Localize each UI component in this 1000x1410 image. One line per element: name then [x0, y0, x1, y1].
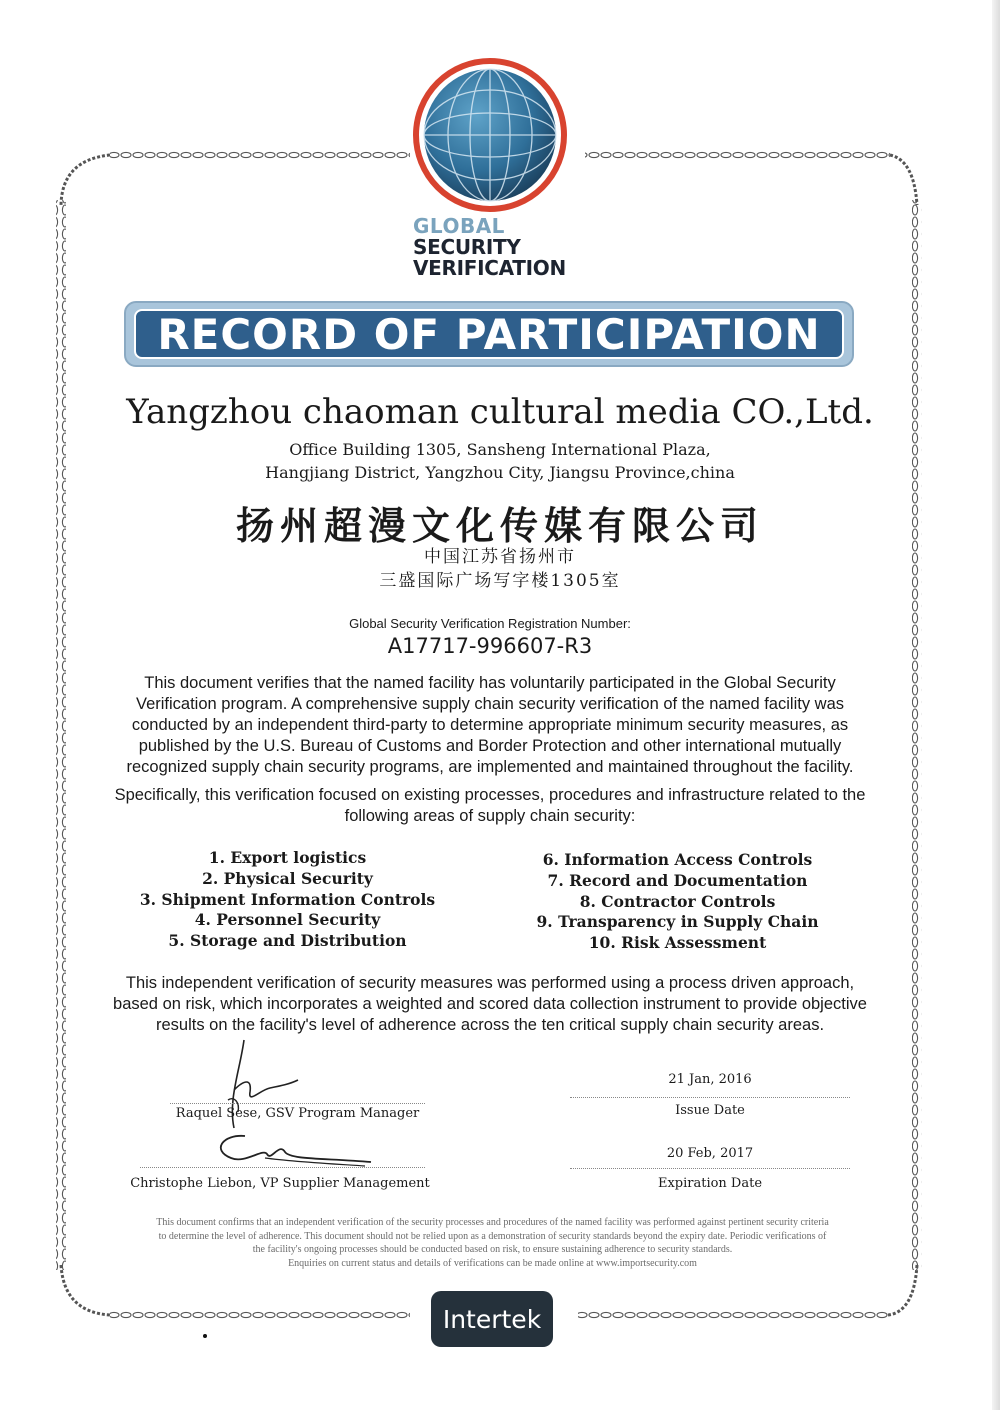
issue-date: 21 Jan, 2016: [668, 1072, 752, 1087]
area-item: 3. Shipment Information Controls: [139, 889, 436, 909]
globe-logo-icon: [413, 58, 567, 212]
signer-2-name: Christophe Liebon, VP Supplier Management: [130, 1176, 430, 1191]
security-areas-left: [130, 848, 445, 952]
footer-line: to determine the level of adherence. This document should not be relied upon as a demonstration of security standards beyond the expiry date. Periodic verifications of: [158, 1230, 827, 1242]
logo-line-global: GLOBAL: [413, 214, 505, 238]
area-item: 1. Export logistics: [208, 848, 367, 867]
registration-number: A17717-996607-R3: [387, 634, 593, 658]
issue-date-label: Issue Date: [675, 1103, 745, 1118]
company-address-line1: Office Building 1305, Sansheng International Plaza,: [289, 440, 711, 459]
intertek-logo: [431, 1291, 553, 1347]
footer-disclaimer: [85, 1216, 900, 1270]
company-address-cn-line1: 中国江苏省扬州市: [424, 547, 576, 567]
expiration-date-label: Expiration Date: [657, 1176, 763, 1191]
paragraph3-line: based on risk, which incorporates a weighted and scored data collection instrument to provide objective: [113, 995, 867, 1013]
footer-line: This document confirms that an independent verification of the security processes and procedures of the named facility was performed against pertinent security criteria: [156, 1217, 829, 1228]
area-item: 8. Contractor Controls: [579, 891, 776, 911]
paragraph1-line: Verification program. A comprehensive supply chain security verification of the named facility was: [135, 695, 844, 713]
document-title: RECORD OF PARTICIPATION: [157, 309, 821, 359]
issue-date-line: [570, 1097, 850, 1098]
expiration-date-line: [570, 1168, 850, 1169]
paragraph-focus: [90, 785, 890, 827]
paragraph-methodology: [90, 973, 890, 1036]
footer-line: the facility's ongoing processes should be conducted based on risk, to ensure sustaining adherence to security standards.: [252, 1244, 733, 1255]
expiration-date: 20 Feb, 2017: [666, 1146, 754, 1161]
signature-1-icon: [200, 1030, 320, 1140]
area-item: 10. Risk Assessment: [588, 933, 767, 953]
paragraph3-line: This independent verification of security measures was performed using a process driven approach,: [125, 974, 855, 992]
signature-line-2: [140, 1167, 425, 1168]
paragraph-verification: [90, 673, 890, 778]
company-name: Yangzhou chaoman cultural media CO.,Ltd.: [126, 392, 874, 432]
paragraph1-line: recognized supply chain security programs, are implemented and maintained throughout the facility.: [126, 758, 854, 776]
area-item: 6. Information Access Controls: [542, 850, 813, 869]
logo-line-security: SECURITY: [413, 235, 521, 259]
paragraph1-line: This document verifies that the named facility has voluntarily participated in the Global Security: [144, 674, 836, 692]
scan-speck: [203, 1334, 207, 1338]
registration-label: Global Security Verification Registration Number:: [349, 616, 631, 631]
border-bottom-right: [578, 1310, 888, 1320]
logo-line-verification: VERIFICATION: [413, 256, 566, 280]
company-address-cn-line2: 三盛国际广场写字楼1305室: [379, 571, 621, 591]
border-left: [56, 200, 66, 1270]
area-item: 9. Transparency in Supply Chain: [536, 912, 819, 932]
border-top-right: [585, 150, 890, 160]
title-banner: [124, 301, 854, 367]
company-address-line2: Hangjiang District, Yangzhou City, Jiangsu Province,china: [265, 463, 735, 482]
intertek-brand-text: Intertek: [442, 1304, 542, 1334]
area-item: 5. Storage and Distribution: [168, 931, 407, 951]
area-item: 4. Personnel Security: [194, 910, 381, 930]
border-right: [912, 200, 922, 1270]
footer-line: Enquiries on current status and details of verifications can be made online at www.importsecurity.com: [288, 1257, 697, 1269]
paragraph3-line: results on the facility's level of adherence across the ten critical supply chain security areas.: [155, 1016, 825, 1034]
border-top-left: [110, 150, 410, 160]
company-name-cn: 扬州超漫文化传媒有限公司: [235, 503, 764, 548]
paragraph2-line: following areas of supply chain security:: [344, 807, 636, 825]
logo-wordmark: [413, 216, 566, 279]
paragraph2-line: Specifically, this verification focused on existing processes, procedures and infrastructure related to the: [114, 786, 866, 804]
area-item: 2. Physical Security: [202, 868, 373, 888]
area-item: 7. Record and Documentation: [547, 870, 808, 890]
border-bottom-left: [110, 1310, 410, 1320]
security-areas-right: [520, 850, 835, 954]
paragraph1-line: conducted by an independent third-party to determine appropriate minimum security measures, as: [131, 716, 849, 734]
signature-line-1: [170, 1103, 425, 1104]
paragraph1-line: published by the U.S. Bureau of Customs and Border Protection and other international mutually: [138, 737, 842, 755]
signer-1-name: Raquel Sese, GSV Program Manager: [175, 1106, 420, 1121]
